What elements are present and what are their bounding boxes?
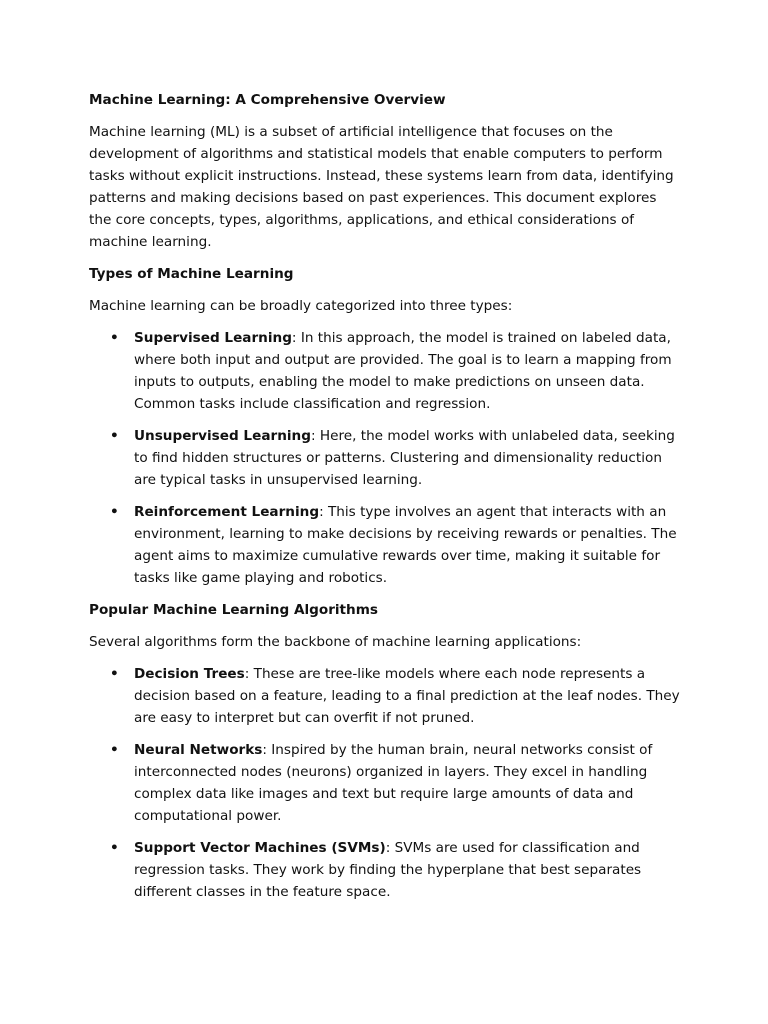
item-text: : These are tree-like models where each node represents a decision based on a feature, leading to a final prediction at the leaf nodes. They are easy to interpret but can overfit if not pruned. <box>134 666 680 726</box>
document-title: Machine Learning: A Comprehensive Overview <box>89 92 446 108</box>
types-list <box>89 327 681 589</box>
bullet-icon: • <box>110 330 119 346</box>
bullet-icon: • <box>110 666 119 682</box>
document-page <box>89 89 681 913</box>
item-term: Decision Trees <box>134 666 245 682</box>
item-text: : Here, the model works with unlabeled data, seeking to find hidden structures or patterns. Clustering and dimensionality reduction are typical tasks in unsupervised learning. <box>134 428 675 488</box>
algorithms-lead: Several algorithms form the backbone of machine learning applications: <box>89 634 582 650</box>
item-term: Supervised Learning <box>134 330 292 346</box>
item-text: : SVMs are used for classification and regression tasks. They work by finding the hyperplane that best separates different classes in the feature space. <box>134 840 642 900</box>
list-item-supervised-learning <box>89 327 681 415</box>
algorithms-list <box>89 663 681 903</box>
bullet-icon: • <box>110 504 119 520</box>
intro-paragraph: Machine learning (ML) is a subset of artificial intelligence that focuses on the development of algorithms and statistical models that enable computers to perform tasks without explicit instructions. Instead, these systems learn from data, identifying patterns and making decisions based on past experiences. This document explores the core concepts, types, algorithms, applications, and ethical considerations of machine learning. <box>89 124 674 250</box>
types-lead: Machine learning can be broadly categorized into three types: <box>89 298 513 314</box>
item-term: Neural Networks <box>134 742 263 758</box>
list-item-unsupervised-learning <box>89 425 681 491</box>
bullet-icon: • <box>110 742 119 758</box>
item-text: : In this approach, the model is trained on labeled data, where both input and output are provided. The goal is to learn a mapping from inputs to outputs, enabling the model to make predictions on unseen data. Common tasks include classification and regression. <box>134 330 672 412</box>
list-item-decision-trees <box>89 663 681 729</box>
list-item-support-vector-machines <box>89 837 681 903</box>
item-term: Reinforcement Learning <box>134 504 320 520</box>
list-item-neural-networks <box>89 739 681 827</box>
bullet-icon: • <box>110 428 119 444</box>
algorithms-heading: Popular Machine Learning Algorithms <box>89 602 378 618</box>
item-term: Unsupervised Learning <box>134 428 311 444</box>
bullet-icon: • <box>110 840 119 856</box>
types-heading: Types of Machine Learning <box>89 266 294 282</box>
item-text: : This type involves an agent that interacts with an environment, learning to make decisions by receiving rewards or penalties. The agent aims to maximize cumulative rewards over time, making it suitable for tasks like game playing and robotics. <box>134 504 677 586</box>
item-term: Support Vector Machines (SVMs) <box>134 840 386 856</box>
item-text: : Inspired by the human brain, neural networks consist of interconnected nodes (neurons) organized in layers. They excel in handling complex data like images and text but require large amounts of data and computational power. <box>134 742 653 824</box>
list-item-reinforcement-learning <box>89 501 681 589</box>
